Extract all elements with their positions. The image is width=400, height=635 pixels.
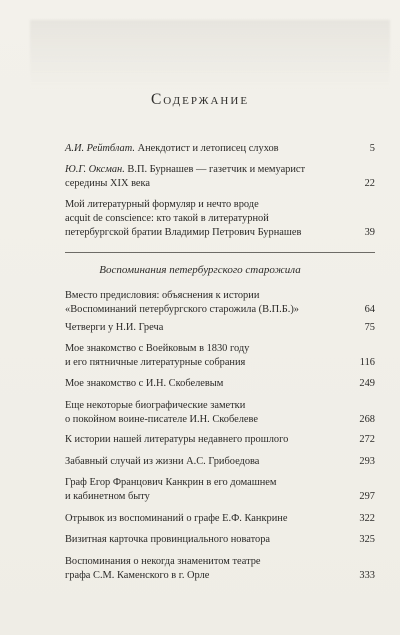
toc-entry — [65, 289, 375, 317]
entry-title-line: графа С.М. Каменского в г. Орле — [65, 570, 210, 581]
entry-title-line: acquit de conscience: кто такой в литературной — [65, 213, 269, 224]
entry-page-number: 322 — [359, 513, 375, 524]
toc-entry-text — [65, 198, 375, 240]
toc-entry-text — [65, 533, 375, 547]
entry-title-line: «Воспоминаний петербургского старожила (В.П.Б.)» — [65, 304, 299, 315]
entry-title-line: К истории нашей литературы недавнего прошлого — [65, 434, 289, 445]
entry-title-line: Анекдотист и летописец слухов — [137, 143, 279, 154]
toc-entry-text — [65, 321, 375, 335]
toc-entry — [65, 433, 375, 447]
entry-page-number: 64 — [364, 304, 375, 315]
toc-entry-text — [65, 512, 375, 526]
toc-entry-text — [65, 455, 375, 469]
entry-title-line: Отрывок из воспоминаний о графе Е.Ф. Канкрине — [65, 513, 288, 524]
toc-entry-text — [65, 377, 375, 391]
toc-entry — [65, 455, 375, 469]
toc-entry — [65, 321, 375, 335]
entry-title-line: Мое знакомство с Воейковым в 1830 году — [65, 343, 250, 354]
entry-page-number: 272 — [359, 434, 375, 445]
entry-title-line: Визитная карточка провинциального новатора — [65, 534, 271, 545]
entry-title-line: и кабинетном быту — [65, 491, 150, 502]
entry-title-line: Еще некоторые биографические заметки — [65, 400, 246, 411]
toc-entry — [65, 198, 375, 240]
entry-title-line: Вместо предисловия: объяснения к истории — [65, 290, 260, 301]
toc-entry-text — [65, 433, 375, 447]
toc-entry — [65, 555, 375, 583]
entry-title-line: Мой литературный формуляр и нечто вроде — [65, 199, 259, 210]
toc-entry — [65, 399, 375, 427]
entry-page-number: 333 — [359, 570, 375, 581]
bleed-through-text — [30, 20, 390, 90]
page-title: Содержание — [150, 91, 250, 108]
entry-title-line: Воспоминания о некогда знаменитом театре — [65, 556, 261, 567]
section-title: Воспоминания петербургского старожила — [99, 264, 301, 276]
entry-page-number: 293 — [359, 456, 375, 467]
entry-author: Ю.Г. Оксман. — [65, 164, 125, 175]
entry-title-line: середины XIX века — [65, 178, 151, 189]
toc-entry — [65, 163, 375, 191]
entry-page-number: 249 — [359, 378, 375, 389]
entry-page-number: 22 — [364, 178, 375, 189]
entry-title-line: Забавный случай из жизни А.С. Грибоедова — [65, 456, 260, 467]
entry-page-number: 75 — [364, 322, 375, 333]
toc-entry-text — [65, 142, 375, 156]
entry-page-number: 297 — [359, 491, 375, 502]
entry-page-number: 325 — [359, 534, 375, 545]
toc-entry — [65, 142, 375, 156]
entry-author: А.И. Рейтблат. — [65, 143, 135, 154]
entry-title-line: о покойном воине-писателе И.Н. Скобелеве — [65, 414, 258, 425]
entry-title-line: Мое знакомство с И.Н. Скобелевым — [65, 378, 224, 389]
entry-title-line: Граф Егор Францович Канкрин в его домашнем — [65, 477, 277, 488]
entry-title-line: петербургской братии Владимир Петрович Бурнашев — [65, 227, 302, 238]
entry-title-line: В.П. Бурнашев — газетчик и мемуарист — [127, 164, 306, 175]
entry-page-number: 39 — [364, 227, 375, 238]
toc-entry-text — [65, 342, 375, 370]
entry-page-number: 268 — [359, 414, 375, 425]
toc-entry — [65, 476, 375, 504]
entry-page-number: 5 — [369, 143, 375, 154]
toc-entry-text — [65, 399, 375, 427]
toc-entry — [65, 342, 375, 370]
entry-title-line: Четверги у Н.И. Греча — [65, 322, 164, 333]
toc-entry-text — [65, 555, 375, 583]
toc-entry-text — [65, 163, 375, 191]
entry-page-number: 116 — [359, 357, 375, 368]
entry-title-line: и его пятничные литературные собрания — [65, 357, 246, 368]
section-divider — [65, 252, 375, 253]
toc-entry — [65, 512, 375, 526]
toc-entry — [65, 377, 375, 391]
toc-entry-text — [65, 289, 375, 317]
toc-entry-text — [65, 476, 375, 504]
toc-entry — [65, 533, 375, 547]
